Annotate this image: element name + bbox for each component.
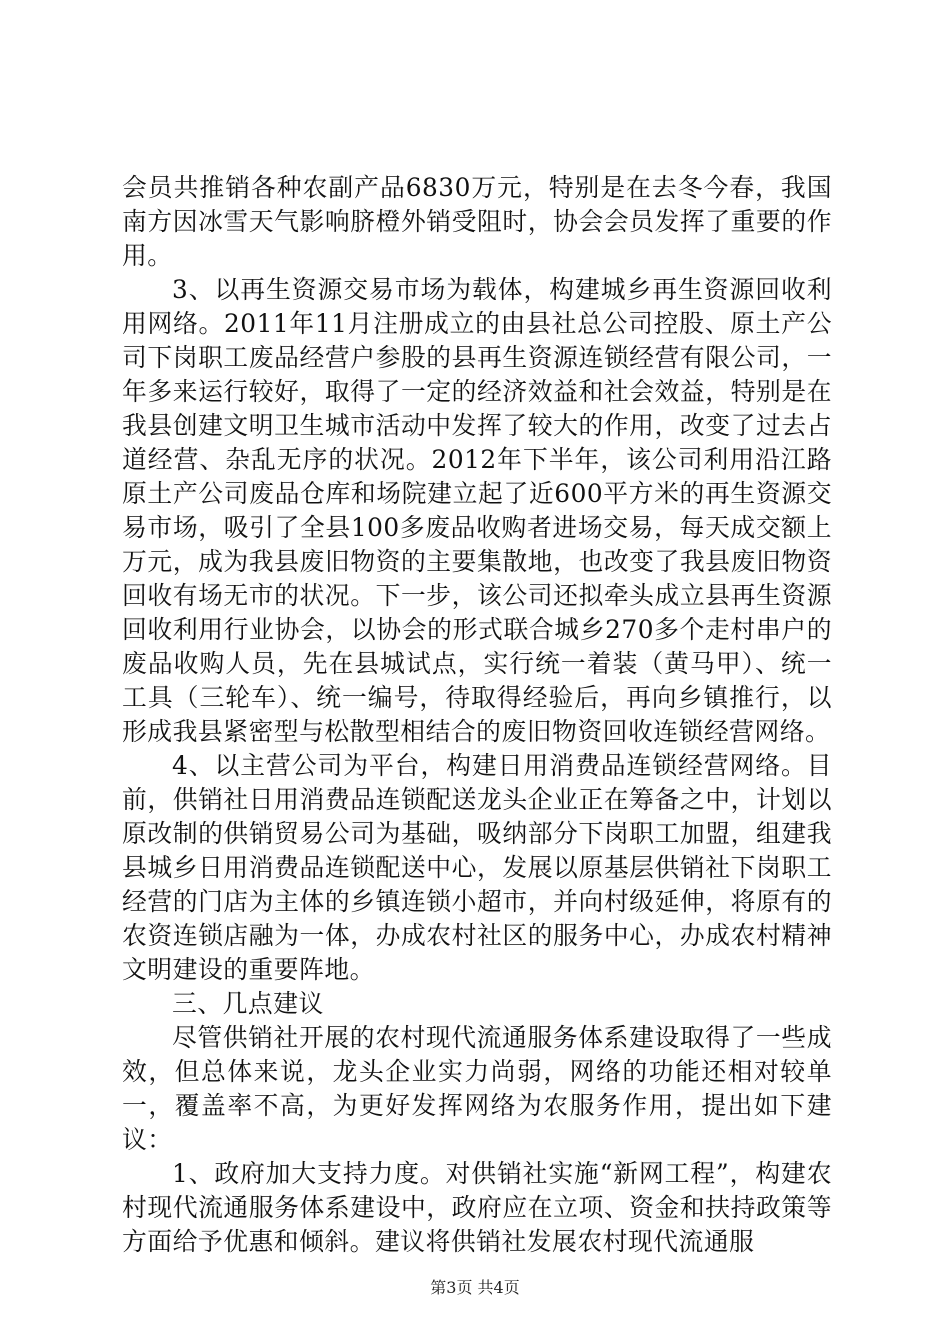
paragraph-consumer-goods-network: 4、以主营公司为平台，构建日用消费品连锁经营网络。目前，供销社日用消费品连锁配送龙头企业正在筹备之中，计划以原改制的供销贸易公司为基础，吸纳部分下岗职工加盟，组建我县城乡日用消费品连锁配送中心，发展以原基层供销社下岗职工经营的门店为主体的乡镇连锁小超市，并向村级延伸，将原有的农资连锁店融为一体，办成农村社区的服务中心，办成农村精神文明建设的重要阵地。 bbox=[122, 751, 832, 984]
document-body bbox=[122, 171, 832, 1259]
paragraph-suggestions-intro: 尽管供销社开展的农村现代流通服务体系建设取得了一些成效，但总体来说，龙头企业实力尚弱，网络的功能还相对较单一，覆盖率不高，为更好发挥网络为农服务作用，提出如下建议： bbox=[122, 1023, 832, 1154]
section-heading-suggestions: 三、几点建议 bbox=[172, 989, 324, 1018]
paragraph-continuation: 会员共推销各种农副产品6830万元，特别是在去冬今春，我国南方因冰雪天气影响脐橙外销受阻时，协会会员发挥了重要的作用。 bbox=[122, 173, 832, 270]
paragraph-recycling-network: 3、以再生资源交易市场为载体，构建城乡再生资源回收利用网络。2011年11月注册成立的由县社总公司控股、原土产公司下岗职工废品经营户参股的县再生资源连锁经营有限公司，一年多来运行较好，取得了一定的经济效益和社会效益，特别是在我县创建文明卫生城市活动中发挥了较大的作用，改变了过去占道经营、杂乱无序的状况。2012年下半年，该公司利用沿江路原土产公司废品仓库和场院建立起了近600平方米的再生资源交易市场，吸引了全县100多废品收购者进场交易，每天成交额上万元，成为我县废旧物资的主要集散地，也改变了我县废旧物资回收有场无市的状况。下一步，该公司还拟牵头成立县再生资源回收利用行业协会，以协会的形式联合城乡270多个走村串户的废品收购人员，先在县城试点，实行统一着装（黄马甲）、统一工具（三轮车）、统一编号，待取得经验后，再向乡镇推行，以形成我县紧密型与松散型相结合的废旧物资回收连锁经营网络。 bbox=[122, 275, 832, 746]
paragraph-government-support: 1、政府加大支持力度。对供销社实施“新网工程”，构建农村现代流通服务体系建设中，政府应在立项、资金和扶持政策等方面给予优惠和倾斜。建议将供销社发展农村现代流通服 bbox=[122, 1159, 832, 1256]
page-number: 第3页 共4页 bbox=[430, 1278, 520, 1297]
page-footer bbox=[0, 1278, 950, 1298]
